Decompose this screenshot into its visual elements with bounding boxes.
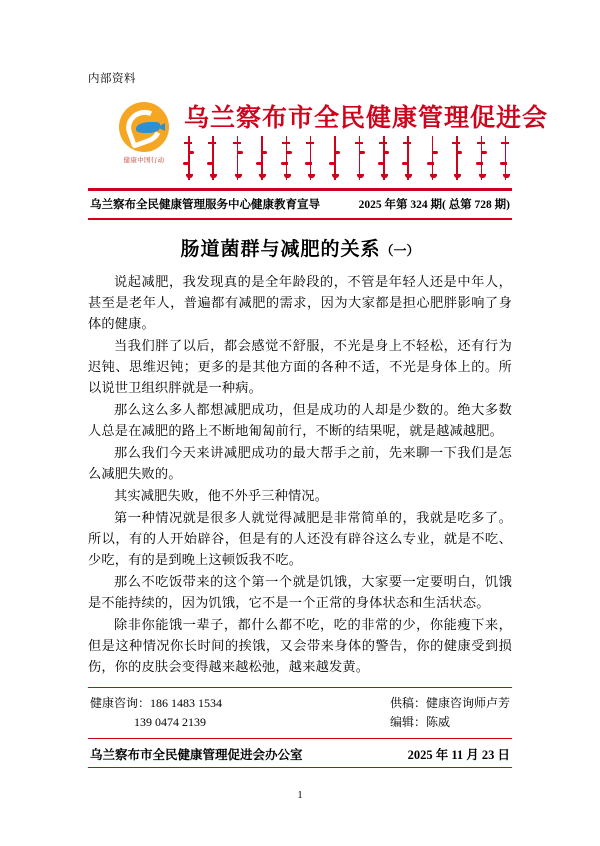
footer-date: 2025 年 11 月 23 日 [407, 748, 510, 762]
issue-subtitle: 乌兰察布全民健康管理服务中心健康教育宣导 [90, 199, 320, 211]
consult-line [90, 694, 222, 713]
consult-phone-2-line [90, 713, 222, 732]
divider-bottom [88, 767, 512, 768]
contact-phones [90, 694, 222, 732]
divider-under-issue [88, 218, 512, 220]
supplier-label: 供稿： [389, 696, 426, 710]
issue-line [88, 191, 512, 218]
mongolian-script-title [184, 136, 510, 180]
footer-office: 乌兰察布市全民健康管理促进会办公室 [90, 748, 303, 762]
paragraph: 第一种情况就是很多人就觉得减肥是非常简单的，我就是吃多了。所以，有的人开始辟谷，但是有的人还没有辟谷这么专业，就是不吃、少吃，有的是到晚上这顿饭我不吃。 [88, 510, 512, 567]
article-title [88, 234, 512, 261]
organization-title: 乌兰察布市全民健康管理促进会 [184, 105, 549, 132]
document-sheet [88, 70, 549, 801]
footer-line [88, 745, 512, 767]
supplier-line [390, 694, 510, 713]
paragraph: 那么我们今天来讲减肥成功的最大帮手之前，先来聊一下我们是怎么减肥失败的。 [88, 445, 512, 481]
divider-above-footer [88, 738, 512, 739]
paragraph: 那么这么多人都想减肥成功，但是成功的人却是少数的。绝大多数人总是在减肥的路上不断地匍匐前行，不断的结果呢，就是越减越肥。 [88, 402, 512, 438]
article-title-suffix: （一） [380, 243, 420, 258]
logo-caption: 健康中国行动 [123, 157, 165, 164]
contact-credits [390, 694, 510, 732]
consult-phone-2: 139 0474 2139 [134, 715, 206, 729]
paragraph: 其实减肥失败，他不外乎三种情况。 [114, 488, 329, 503]
consult-label: 健康咨询： [90, 696, 151, 710]
editor-label: 编辑： [389, 715, 426, 729]
paragraph: 除非你能饿一辈子，都什么都不吃，吃的非常的少，你能瘦下来，但是这种情况你长时间的挨饿，又会带来身体的警告，你的健康受到损伤，你的皮肤会变得越来越松弛，越来越发黄。 [88, 617, 512, 674]
consult-phone-1: 186 1483 1534 [150, 696, 223, 710]
organization-logo [108, 102, 180, 164]
editor-line [390, 713, 510, 732]
logo-mark-icon [119, 102, 169, 152]
issue-number: 2025 年第 324 期( 总第 728 期) [358, 199, 510, 211]
masthead [88, 94, 549, 186]
paragraph: 那么不吃饭带来的这个第一个就是饥饿，大家要一定要明白，饥饿是不能持续的，因为饥饿，它不是一个正常的身体状态和生活状态。 [88, 574, 512, 610]
internal-label: 内部资料 [88, 73, 136, 85]
editor-value: 陈威 [425, 715, 450, 729]
page-number: 1 [297, 790, 303, 801]
article-body [88, 271, 512, 677]
article-title-text: 肠道菌群与减肥的关系 [180, 239, 381, 260]
paragraph: 当我们胖了以后，都会感觉不舒服，不光是身上不轻松，还有行为迟钝、思维迟钝；更多的是其他方面的各种不适，不光是身体上的。所以说世卫组织胖就是一种病。 [88, 338, 512, 395]
paragraph: 说起减肥，我发现真的是全年龄段的，不管是年轻人还是中年人，甚至是老年人，普遍都有减肥的需求，因为大家都是担心肥胖影响了身体的健康。 [88, 274, 512, 331]
supplier-value: 健康咨询师卢芳 [425, 696, 510, 710]
contact-block [88, 694, 512, 732]
divider-above-contact [88, 687, 512, 688]
